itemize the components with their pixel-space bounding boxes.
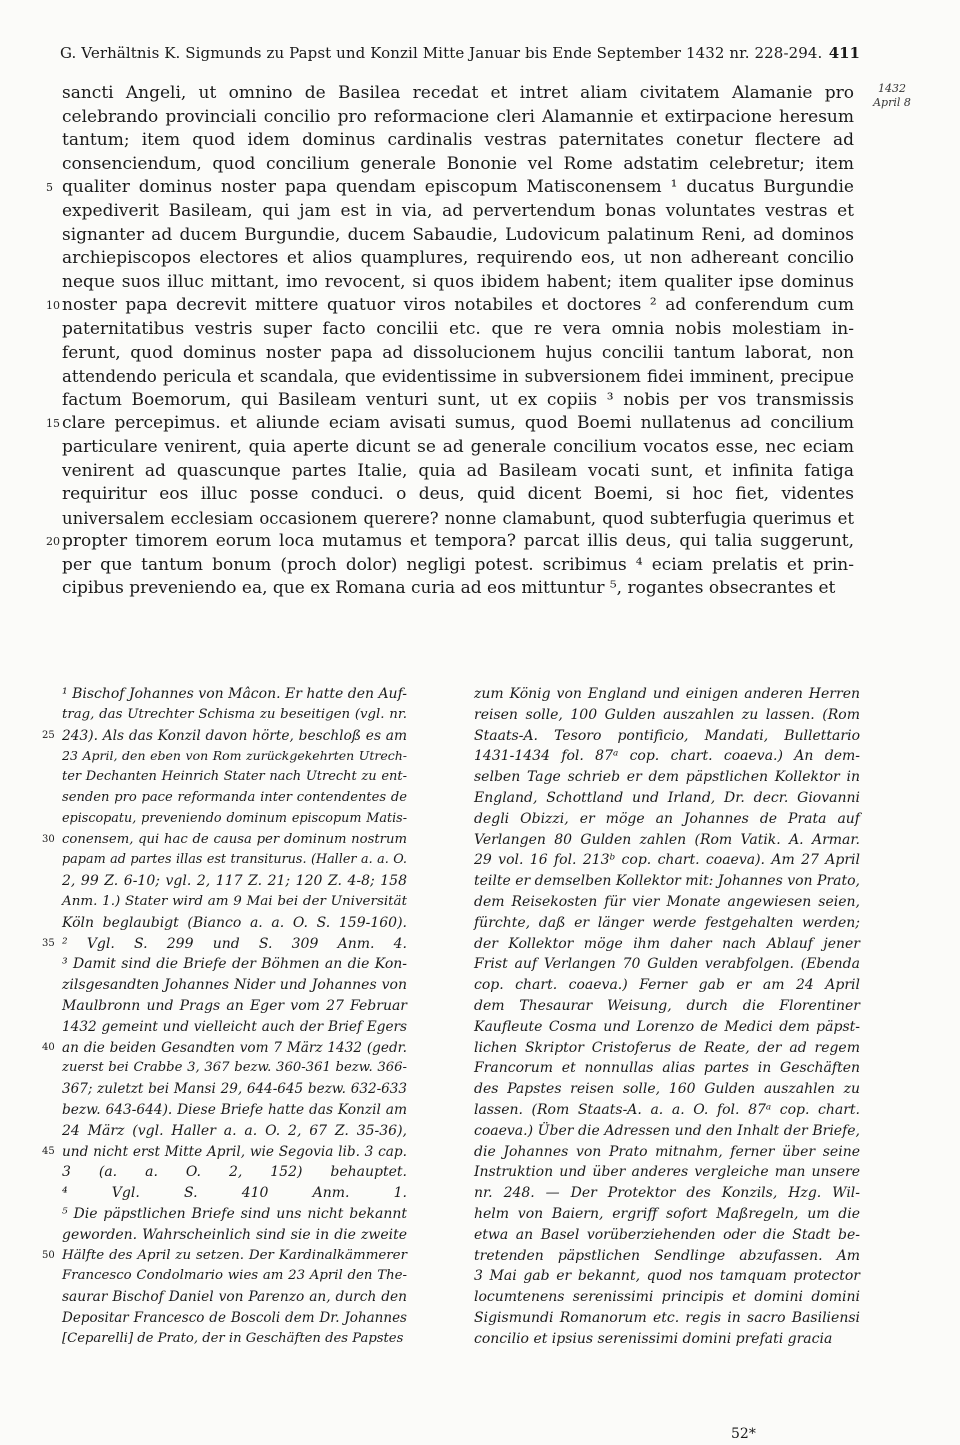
text-line xyxy=(62,342,854,366)
text-line xyxy=(62,483,854,507)
footnotes-left-column xyxy=(42,684,407,1350)
footnote-line xyxy=(62,1058,407,1079)
footnote-line xyxy=(42,1038,407,1059)
footnote-text: ⁵ Die päpstlichen Briefe sind uns nicht bekannt xyxy=(62,1205,407,1222)
footnote-line: etwa an Basel vorüberziehenden oder die Stadt be- xyxy=(474,1226,860,1243)
line-text: ferunt, quod dominus noster papa ad dissolucionem hujus concilii tantum laborat, non xyxy=(62,342,854,363)
line-text: requiritur eos illuc posse conduci. o deus, quid dicent Boemi, si hoc fiet, videntes xyxy=(62,484,854,505)
footnote-text: trag, das Utrechter Schisma zu beseitigen (vgl. nr. xyxy=(62,706,407,722)
line-number: 30 xyxy=(42,833,55,845)
footnote-line xyxy=(62,746,407,767)
footnote-line xyxy=(62,913,407,934)
line-text: qualiter dominus noster papa quendam episcopum Matisconensem ¹ ducatus Burgundie xyxy=(62,177,854,198)
page-number: 411 xyxy=(828,44,860,62)
footnote-line: reisen solle, 100 Gulden auszahlen zu lassen. (Rom xyxy=(474,706,860,723)
footnote-text: geworden. Wahrscheinlich sind sie in die zweite xyxy=(62,1226,407,1243)
line-text: expediverit Basileam, qui jam est in via, ad pervertendum bonas voluntates vestras et xyxy=(62,200,854,221)
footnote-line: fürchte, daß er länger werde festgehalten werden; xyxy=(474,914,860,931)
footnote-text: ¹ Bischof Johannes von Mâcon. Er hatte den Auf- xyxy=(62,686,407,702)
text-line xyxy=(62,318,854,342)
footnote-text: 1432 gemeint und vielleicht auch der Brief Egers xyxy=(62,1018,407,1035)
line-text: sancti Angeli, ut omnino de Basilea recedat et intret aliam civitatem Alamanie pro xyxy=(62,83,854,103)
footnote-text: papam ad partes illas est transiturus. (Haller a. a. O. xyxy=(62,852,407,868)
line-text: signanter ad ducem Burgundie, ducem Sabaudie, Ludovicum palatinum Reni, ad dominos xyxy=(62,224,854,245)
footnote-text: bezw. 643-644). Diese Briefe hatte das Konzil am xyxy=(62,1101,407,1118)
text-line xyxy=(62,82,854,106)
footnote-text: ⁴ Vgl. S. 410 Anm. 1. xyxy=(62,1185,407,1202)
footnote-text: und nicht erst Mitte April, wie Segovia lib. 3 cap. xyxy=(62,1143,407,1160)
line-text: particulare venirent, quia aperte dicunt se ad generale concilium vocatos esse, nec eciam xyxy=(62,436,854,457)
footnote-line: dem Reisekosten für vier Monate angewiesen seien, xyxy=(474,893,860,910)
footnote-line: Kaufleute Cosma und Lorenzo de Medici dem päpst- xyxy=(474,1018,860,1035)
footnote-line xyxy=(62,1308,407,1329)
footnote-text: senden pro pace reformanda inter contendentes de xyxy=(62,789,407,805)
line-text: attendendo pericula et scandala, que evidentissime in subversionem fidei imminent, precipue xyxy=(62,367,854,387)
text-line xyxy=(62,436,854,460)
footnote-line xyxy=(62,1079,407,1100)
text-line xyxy=(62,129,854,153)
footnote-line xyxy=(62,1225,407,1246)
footnote-line xyxy=(62,767,407,788)
margin-year: 1432 xyxy=(878,82,906,95)
footnote-text: 367; zuletzt bei Mansi 29, 644-645 bezw. 632-633 xyxy=(62,1081,407,1098)
footnote-line xyxy=(62,954,407,975)
line-number: 25 xyxy=(42,729,55,741)
footnote-line xyxy=(42,830,407,851)
footnote-line: 3 Mai gab er bekannt, quod nos tamquam protector xyxy=(474,1268,860,1285)
sheet-signature: 52* xyxy=(731,1426,756,1442)
line-text: tantum; item quod idem dominus cardinalis vestras paternitates conetur flectere ad xyxy=(62,130,854,151)
footnote-line: degli Obizzi, er möge an Johannes de Prata auf xyxy=(474,810,860,827)
text-line xyxy=(62,389,854,413)
line-text: neque suos illuc mittant, imo revocent, si quos ibidem habent; item qualiter ipse dominus xyxy=(62,271,854,292)
footnote-text: Maulbronn und Prags an Eger vom 27 Februar xyxy=(62,997,407,1014)
text-line xyxy=(46,530,854,554)
line-number: 50 xyxy=(42,1249,55,1261)
footnote-line xyxy=(62,1183,407,1204)
line-text: universalem ecclesiam occasionem querere? nonne clamabunt, quod subterfugia querimus et xyxy=(62,508,854,528)
footnote-line: Francorum et nonnullas alias partes in Geschäften xyxy=(474,1060,860,1077)
footnotes-right-column xyxy=(474,684,860,1350)
footnote-line: England, Schottland und Irland, Dr. decr. Giovanni xyxy=(474,789,860,806)
footnote-line xyxy=(62,1100,407,1121)
footnote-line: 29 vol. 16 fol. 213ᵇ cop. chart. coaeva). Am 27 April xyxy=(474,852,860,869)
text-line xyxy=(62,271,854,295)
line-text: celebrando provinciali concilio pro reformacione cleri Alamannie et extirpacione heresum xyxy=(62,106,854,127)
footnote-line xyxy=(62,996,407,1017)
footnote-line: Instruktion und über anderes vergleiche man unsere xyxy=(474,1164,860,1181)
footnote-text: zilsgesandten Johannes Nider und Johannes von xyxy=(62,977,407,994)
footnote-line xyxy=(42,1246,407,1267)
footnote-line xyxy=(62,1017,407,1038)
footnote-text: episcopatu, preveniendo dominum episcopum Matis- xyxy=(62,810,407,826)
line-text: cipibus preveniendo ea, que ex Romana curia ad eos mittuntur ⁵, rogantes obsecrantes et xyxy=(62,578,836,599)
line-text: per que tantum bonum (proch dolor) negligi potest. scribimus ⁴ eciam prelatis et prin- xyxy=(62,554,854,575)
text-line xyxy=(46,176,854,200)
footnote-line xyxy=(62,788,407,809)
footnote-line: locumtenens serenissimi principis et domini domini xyxy=(474,1289,860,1306)
line-number: 5 xyxy=(46,181,53,195)
text-line xyxy=(62,247,854,271)
line-number: 35 xyxy=(42,937,55,949)
running-header xyxy=(60,44,860,62)
line-text: paternitatibus vestris super facto concilii etc. que re vera omnia nobis molestiam in- xyxy=(62,318,854,339)
footnote-line: Staats-A. Tesoro pontificio, Mandati, Bullettario xyxy=(474,727,860,744)
footnote-text: Hälfte des April zu setzen. Der Kardinalkämmerer xyxy=(62,1247,407,1263)
footnote-line xyxy=(62,1204,407,1225)
margin-date-note xyxy=(862,82,922,110)
line-text: archiepiscopos electores et alios quamplures, requirendo eos, ut non adhereant concilio xyxy=(62,248,854,269)
text-line xyxy=(62,200,854,224)
footnote-line: concilio et ipsius serenissimi domini prefati gracia xyxy=(474,1330,833,1347)
footnote-text: 24 März (vgl. Haller a. a. O. 2, 67 Z. 35-36), xyxy=(62,1122,407,1139)
line-number: 45 xyxy=(42,1145,55,1157)
text-line xyxy=(62,577,854,601)
footnote-text: zuerst bei Crabbe 3, 367 bezw. 360-361 bezw. 366- xyxy=(62,1060,407,1076)
footnote-line xyxy=(62,684,407,705)
text-line xyxy=(62,106,854,130)
footnote-text: saurar Bischof Daniel von Parenzo an, durch den xyxy=(62,1289,407,1306)
line-text: consenciendum, quod concilium generale Bononie vel Rome adstatim celebretur; item xyxy=(62,153,854,174)
footnote-text: [Ceparelli] de Prato, der in Geschäften des Papstes xyxy=(62,1330,404,1346)
footnote-line xyxy=(62,850,407,871)
footnote-line xyxy=(62,892,407,913)
footnote-line xyxy=(42,1142,407,1163)
footnote-line: selben Tage schrieb er dem päpstlichen Kollektor in xyxy=(474,769,860,786)
footnote-line: der Kollektor möge ihm daher nach Ablauf jener xyxy=(474,935,860,952)
line-number: 10 xyxy=(46,299,60,313)
line-number: 20 xyxy=(46,535,60,549)
text-line xyxy=(62,460,854,484)
running-title: G. Verhältnis K. Sigmunds zu Papst und Konzil Mitte Januar bis Ende September 1432 nr. 228-294. xyxy=(60,44,823,62)
text-line xyxy=(62,554,854,578)
footnote-line: lassen. (Rom Staats-A. a. a. O. fol. 87ᵃ cop. chart. xyxy=(474,1101,860,1118)
footnote-line: teilte er demselben Kollektor mit: Johannes von Prato, xyxy=(474,873,860,890)
footnote-line: Sigismundi Romanorum etc. regis in sacro Basiliensi xyxy=(474,1309,860,1326)
footnote-text: ² Vgl. S. 299 und S. 309 Anm. 4. xyxy=(62,935,407,952)
line-text: venirent ad quascunque partes Italie, quia ad Basileam vocati sunt, et infinita fatiga xyxy=(62,460,854,481)
line-number: 40 xyxy=(42,1041,55,1053)
text-line xyxy=(62,224,854,248)
line-text: factum Boemorum, qui Basileam venturi sunt, ut ex copiis ³ nobis per vos transmissis xyxy=(62,389,854,410)
text-line xyxy=(62,507,854,531)
footnote-line: cop. chart. coaeva.) Ferner gab er am 24 April xyxy=(474,977,860,994)
footnote-line: tretenden päpstlichen Sendlinge abzufassen. Am xyxy=(474,1247,860,1264)
footnote-line: zum König von England und einigen anderen Herren xyxy=(474,686,860,702)
footnote-text: ter Dechanten Heinrich Stater nach Utrecht zu ent- xyxy=(62,769,407,785)
text-line xyxy=(62,365,854,389)
main-text xyxy=(46,82,854,601)
footnote-text: Francesco Condolmario wies am 23 April den The- xyxy=(62,1268,407,1284)
footnote-line: des Papstes reisen solle, 160 Gulden auszahlen zu xyxy=(474,1081,860,1098)
footnote-text: Anm. 1.) Stater wird am 9 Mai bei der Universität xyxy=(62,893,407,909)
footnote-text: 2, 99 Z. 6-10; vgl. 2, 117 Z. 21; 120 Z. 4-8; 158 xyxy=(62,873,407,890)
footnote-text: 243). Als das Konzil davon hörte, beschloß es am xyxy=(62,727,407,744)
footnote-line xyxy=(62,1266,407,1287)
footnote-line xyxy=(62,1121,407,1142)
footnote-text: conensem, qui hac de causa per dominum nostrum xyxy=(62,831,407,847)
footnote-text: an die beiden Gesandten vom 7 März 1432 (gedr. xyxy=(62,1039,407,1056)
footnote-line: coaeva.) Über die Adressen und den Inhalt der Briefe, xyxy=(474,1122,860,1139)
footnote-text: Köln beglaubigt (Bianco a. a. O. S. 159-160). xyxy=(62,914,407,931)
footnote-line: helm von Baiern, ergriff sofort Maßregeln, um die xyxy=(474,1205,860,1222)
line-number: 15 xyxy=(46,417,60,431)
footnote-text: 3 (a. a. O. 2, 152) behauptet. xyxy=(62,1164,407,1181)
footnote-line xyxy=(42,934,407,955)
margin-day: April 8 xyxy=(873,96,911,109)
footnote-line: lichen Skriptor Cristoferus de Reate, der ad regem xyxy=(474,1039,860,1056)
line-text: clare percepimus. et aliunde eciam avisati sumus, quod Boemi nullatenus ad concilium xyxy=(62,413,854,434)
footnote-line: dem Thesaurar Weisung, durch die Florentiner xyxy=(474,997,860,1014)
footnote-line xyxy=(62,705,407,726)
footnote-text: Depositar Francesco de Boscoli dem Dr. Johannes xyxy=(62,1309,407,1326)
footnote-line xyxy=(42,726,407,747)
text-line xyxy=(62,153,854,177)
footnote-line xyxy=(62,809,407,830)
footnote-line xyxy=(62,1329,407,1350)
footnote-line: nr. 248. — Der Protektor des Konzils, Hzg. Wil- xyxy=(474,1185,860,1202)
footnote-line xyxy=(62,1162,407,1183)
text-line xyxy=(46,294,854,318)
footnote-line xyxy=(62,1287,407,1308)
footnote-line: die Johannes von Prato mitnahm, ferner über seine xyxy=(474,1143,860,1160)
footnote-text: ³ Damit sind die Briefe der Böhmen an die Kon- xyxy=(62,956,407,973)
line-text: propter timorem eorum loca mutamus et tempora? parcat illis deus, qui talia suggerunt, xyxy=(62,531,854,552)
footnote-line: Frist auf Verlangen 70 Gulden verabfolgen. (Ebenda xyxy=(474,956,860,973)
footnote-line xyxy=(62,975,407,996)
text-line xyxy=(46,412,854,436)
footnote-line xyxy=(62,871,407,892)
footnote-line: Verlangen 80 Gulden zahlen (Rom Vatik. A. Armar. xyxy=(474,831,860,848)
footnote-text: 23 April, den eben von Rom zurückgekehrten Utrech- xyxy=(62,748,407,764)
footnote-line: 1431-1434 fol. 87ᵃ cop. chart. coaeva.) An dem- xyxy=(474,748,860,765)
line-text: noster papa decrevit mittere quatuor viros notabiles et doctores ² ad conferendum cum xyxy=(62,295,854,316)
